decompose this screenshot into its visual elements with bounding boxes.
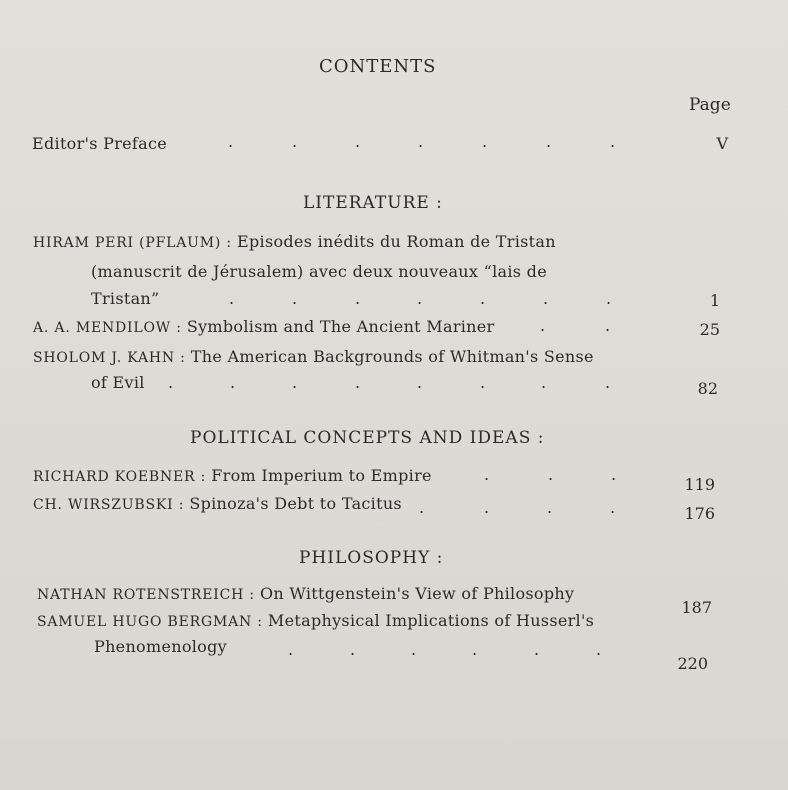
entry-page: 1 xyxy=(709,291,720,310)
entry-author: NATHAN ROTENSTREICH : xyxy=(37,587,255,603)
preface-page: V xyxy=(716,134,728,153)
entry-author: SAMUEL HUGO BERGMAN : xyxy=(37,614,263,630)
entry-page: 176 xyxy=(684,504,715,523)
contents-page: CONTENTS Page Editor's Preface . . . . . . . V LITERATURE : HIRAM PERI (PFLAUM) : Episodes inédits du Roman de Tristan (manuscrit de Jérusalem) avec deux nouveaux “lais de Tristan” . . . . . . . 1 A. A. MENDILOW : Symbolism and The Ancient Mariner . . 25 SHOLOM J. KAHN : The American Backgrounds of Whitman's Sense of Evil . . . . . . . . 82 POLITICAL CONCEPTS AND IDEAS : RICHARD KOEBNER : From Imperium to Empire . . . 119 CH. WIRSZUBSKI : Spinoza's Debt to Tacitus . . . . 176 PHILOSOPHY : NATHAN ROTENSTREICH : On Wittgenstein's View of Philosophy 187 SAMUEL HUGO BERGMAN : Metaphysical Implications of Husserl's Phenomenology . . . . . . 220 xyxy=(0,0,788,790)
entry-title-line: The American Backgrounds of Whitman's Sense xyxy=(190,347,594,366)
entry-page: 187 xyxy=(681,598,712,617)
entry-page: 25 xyxy=(699,320,720,339)
toc-entry xyxy=(33,494,402,513)
entry-title-line: Episodes inédits du Roman de Tristan xyxy=(237,232,556,251)
page-column-label: Page xyxy=(689,95,731,115)
entry-title-line: Phenomenology xyxy=(94,637,227,656)
entry-page: 82 xyxy=(697,379,718,398)
entry-title-line: On Wittgenstein's View of Philosophy xyxy=(259,584,575,603)
entry-title-line: Metaphysical Implications of Husserl's xyxy=(267,611,595,630)
entry-title-line: of Evil xyxy=(91,373,145,392)
entry-author: RICHARD KOEBNER : xyxy=(33,469,207,485)
entry-author: SHOLOM J. KAHN : xyxy=(33,350,186,366)
entry-title-line: Spinoza's Debt to Tacitus xyxy=(189,494,402,513)
toc-entry xyxy=(33,317,495,336)
entry-author: A. A. MENDILOW : xyxy=(33,320,182,336)
page-title: CONTENTS xyxy=(319,56,437,77)
section-heading-political: POLITICAL CONCEPTS AND IDEAS : xyxy=(190,428,545,448)
entry-title-line: Symbolism and The Ancient Mariner xyxy=(186,317,495,336)
toc-entry xyxy=(33,466,432,485)
entry-title-line: From Imperium to Empire xyxy=(211,466,432,485)
entry-page: 119 xyxy=(684,475,715,494)
entry-title-line: (manuscrit de Jérusalem) avec deux nouveaux “lais de xyxy=(91,262,547,281)
preface-label: Editor's Preface xyxy=(32,134,168,153)
toc-entry xyxy=(37,584,574,603)
entry-title-line: Tristan” xyxy=(91,289,160,308)
section-heading-philosophy: PHILOSOPHY : xyxy=(299,548,444,568)
entry-author: HIRAM PERI (PFLAUM) : xyxy=(33,235,232,251)
entry-page: 220 xyxy=(677,654,708,673)
entry-author: CH. WIRSZUBSKI : xyxy=(33,497,185,513)
toc-entry xyxy=(37,611,594,630)
toc-entry xyxy=(33,232,556,251)
section-heading-literature: LITERATURE : xyxy=(303,193,443,213)
toc-entry xyxy=(33,347,594,366)
